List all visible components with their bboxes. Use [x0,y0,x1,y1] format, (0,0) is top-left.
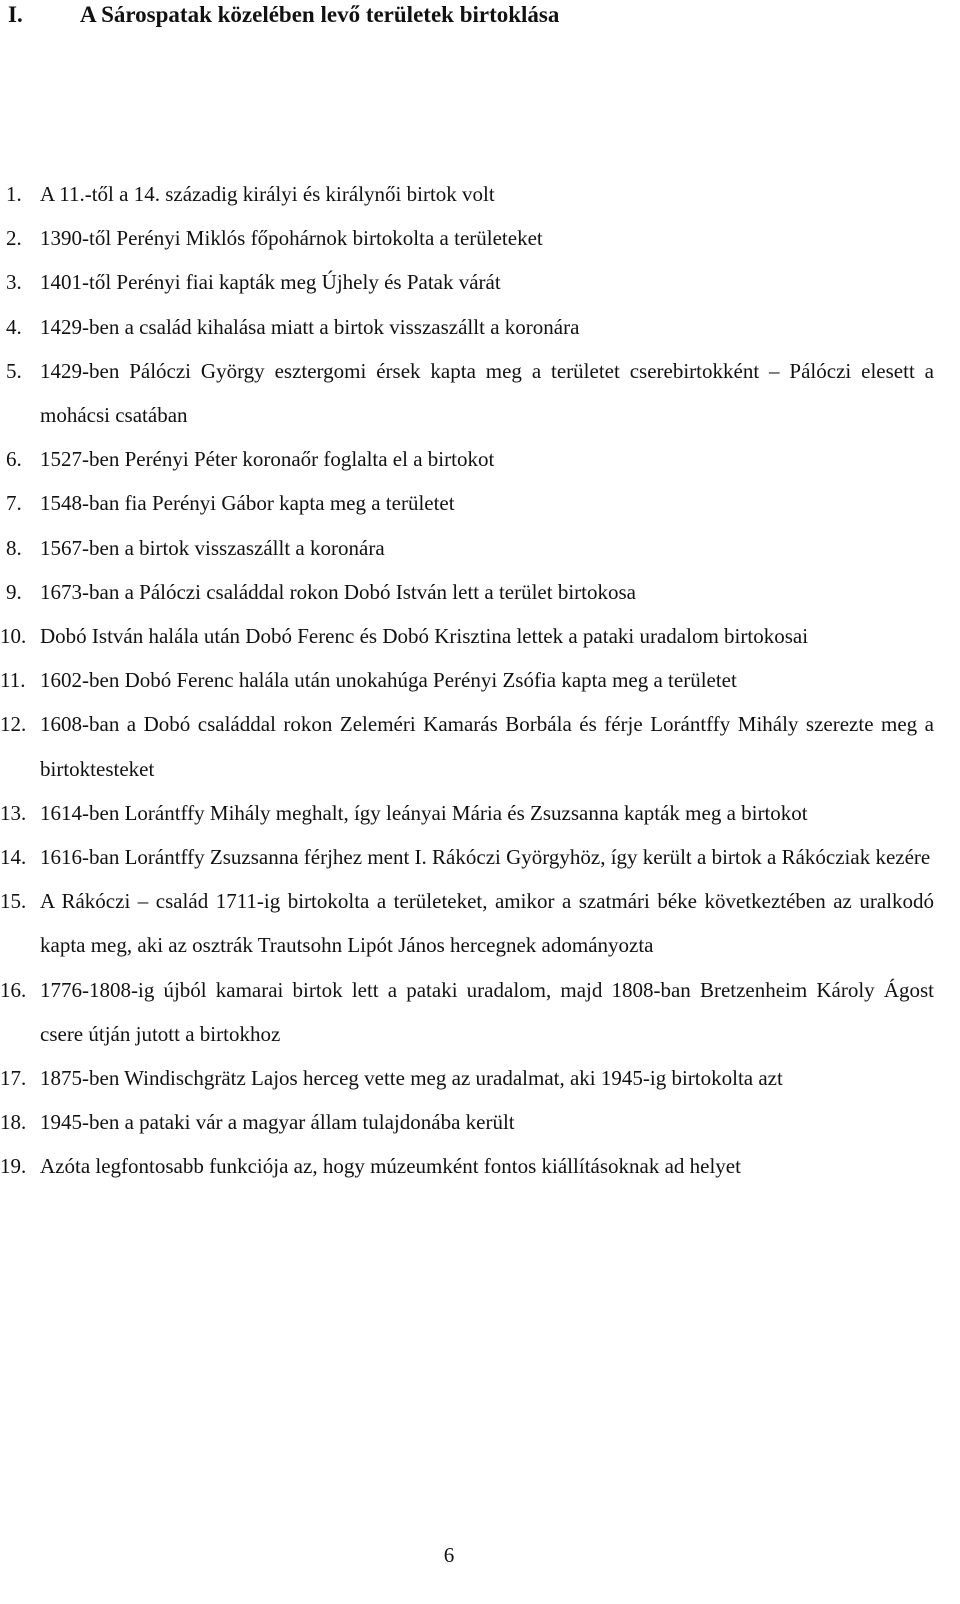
list-item-number: 16. [0,977,27,1002]
list-item-number: 8. [6,535,22,560]
list-item-number: 17. [0,1066,27,1091]
list-item [0,570,934,614]
list-item-number: 9. [6,579,22,604]
list-item-number: 18. [0,1110,27,1135]
list-item [0,702,934,790]
list-item-number: 14. [0,845,27,870]
list-item-text: 1614-ben Lorántffy Mihály meghalt, így leányai Mária és Zsuzsanna kapták meg a birtokot [40,800,808,825]
list-item [0,526,934,570]
list-item-text: 1945-ben a pataki vár a magyar állam tulajdonába került [40,1110,515,1135]
list-item [0,260,934,304]
page-number: 6 [443,1543,455,1567]
list-item [0,216,934,260]
list-item [0,879,934,967]
list-item-text: 1548-ban fia Perényi Gábor kapta meg a területet [40,491,455,516]
list-item-number: 19. [0,1154,27,1179]
list-item-text: 1602-ben Dobó Ferenc halála után unokahúga Perényi Zsófia kapta meg a területet [40,668,737,693]
list-item-text: 1401-től Perényi fiai kapták meg Újhely és Patak várát [40,270,501,295]
section-title: A Sárospatak közelében levő területek birtoklása [80,2,560,27]
list-item [0,968,934,1056]
list-item-number: 7. [6,491,22,516]
list-item-number: 13. [0,800,27,825]
list-item [0,349,934,437]
list-item [0,614,934,658]
list-item [0,437,934,481]
list-item-text: 1429-ben Pálóczi György esztergomi érsek kapta meg a területet cserebirtokként – Pálóczi elesett a mohácsi csatában [40,358,934,428]
list-item-text: 1608-ban a Dobó családdal rokon Zeleméri Kamarás Borbála és férje Lorántffy Mihály szerezte meg a birtoktesteket [40,712,934,781]
list-item-number: 10. [0,624,27,649]
list-item [0,1144,934,1188]
list-item [0,1100,934,1144]
list-item-number: 15. [0,889,27,914]
list-item-number: 1. [6,182,22,206]
list-item [0,172,934,216]
list-item [0,791,934,835]
list-item-number: 2. [6,226,22,251]
list-item [0,1056,934,1100]
list-item-text: Dobó István halála után Dobó Ferenc és Dobó Krisztina lettek a pataki uradalom birtokosai [40,624,809,649]
list-item-text: 1875-ben Windischgrätz Lajos herceg vette meg az uradalmat, aki 1945-ig birtokolta azt [40,1066,783,1091]
ownership-list [0,172,960,1189]
list-item-text: 1616-ban Lorántffy Zsuzsanna férjhez ment I. Rákóczi Györgyhöz, így került a birtok a Rákócziak kezére [40,845,931,870]
list-item-number: 3. [6,270,22,295]
list-item-text: 1567-ben a birtok visszaszállt a koronára [40,535,385,560]
list-item-text: A Rákóczi – család 1711-ig birtokolta a területeket, amikor a szatmári béke következtében az uralkodó kapta meg, aki az osztrák Trautsohn Lipót János hercegnek adományozta [40,889,934,958]
list-item-text: 1429-ben a család kihalása miatt a birtok visszaszállt a koronára [40,314,580,339]
list-item-text: 1776-1808-ig újból kamarai birtok lett a pataki uradalom, majd 1808-ban Bretzenheim Károly Ágost csere útján jutott a birtokhoz [40,977,934,1046]
list-item-text: 1673-ban a Pálóczi családdal rokon Dobó István lett a terület birtokosa [40,579,636,604]
list-item-number: 12. [0,712,27,737]
section-number: I. [8,2,23,27]
list-item-text: 1527-ben Perényi Péter koronaőr foglalta el a birtokot [40,447,495,472]
list-item [0,481,934,525]
list-item [0,835,934,879]
list-item [0,658,934,702]
list-item-number: 11. [0,668,26,693]
list-item-number: 6. [6,447,22,472]
list-item-text: A 11.-től a 14. századig királyi és királynői birtok volt [40,182,495,206]
list-item [0,305,934,349]
section-heading [8,0,559,30]
list-item-text: 1390-től Perényi Miklós főpohárnok birtokolta a területeket [40,226,543,251]
list-item-text: Azóta legfontosabb funkciója az, hogy múzeumként fontos kiállításoknak ad helyet [40,1154,741,1179]
list-item-number: 4. [6,314,22,339]
list-item-number: 5. [6,358,22,383]
